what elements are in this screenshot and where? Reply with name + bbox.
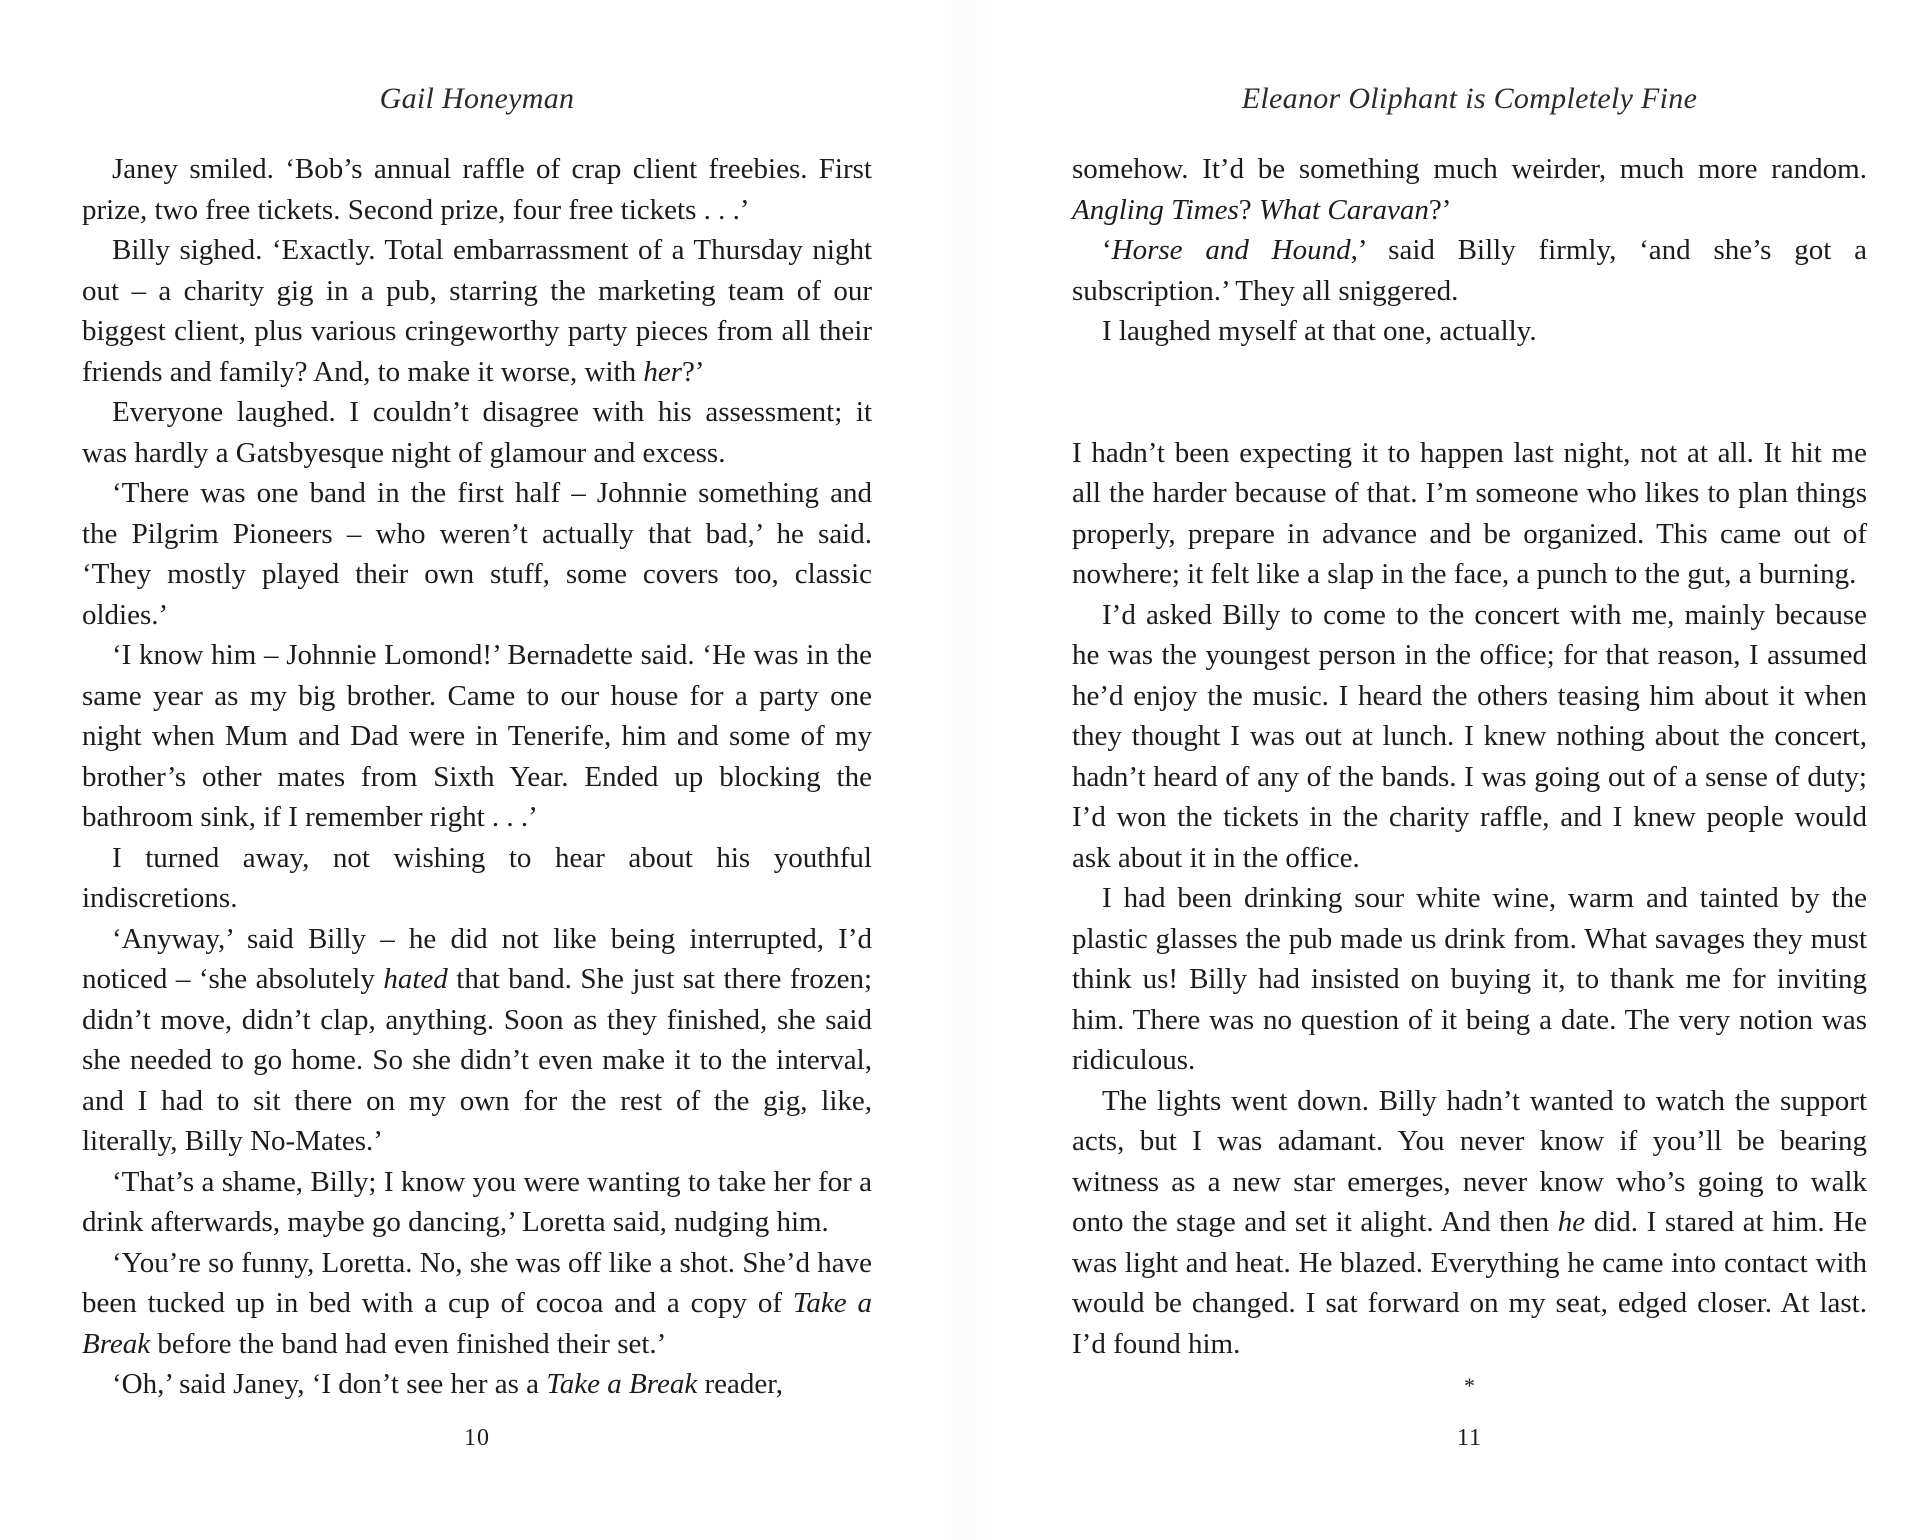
text-run: I turned away, not wishing to hear about his youthful indiscretions.: [82, 841, 872, 914]
text-run: I laughed myself at that one, actually.: [1102, 315, 1537, 347]
text-run: I’d asked Billy to come to the concert with me, mainly because he was the youngest person in the office; for that reason, I assumed he’d enjoy the music. I heard the others teasing him about it when they thought I was out at lunch. I knew nothing about the concert, hadn’t heard of any of the bands. I was going out of a sense of duty; I’d won the tickets in the charity raffle, and I knew people would ask about it in the office.: [1072, 598, 1867, 874]
text-run: somehow. It’d be something much weirder, much more random.: [1072, 153, 1867, 185]
body-paragraph: [1072, 595, 1867, 879]
section-break-ornament: *: [1464, 1373, 1475, 1398]
body-paragraph: [82, 473, 872, 635]
body-paragraph: [82, 149, 872, 230]
text-run: did. I stared at him. He was light and heat. He blazed. Everything he came into contact with would be changed. I sat forward on my seat, edged closer. At last. I’d found him.: [1072, 1206, 1867, 1360]
page-number: 11: [1456, 1425, 1483, 1451]
text-run: I had been drinking sour white wine, warm and tainted by the plastic glasses the pub made us drink from. What savages they must think us! Billy had insisted on buying it, to thank me for inviting him. There was no question of it being a date. The very notion was ridiculous.: [1072, 882, 1867, 1076]
italic-text: her: [643, 355, 683, 388]
text-run: The lights went down. Billy hadn’t wanted to watch the support acts, but I was adamant. You never know if you’ll be bearing witness as a new star emerges, never know who’s going to walk onto the stage and set it alight. And then: [1072, 1084, 1867, 1238]
right-page: [1072, 0, 1867, 1540]
body-paragraph: [82, 392, 872, 473]
running-head-title: Eleanor Oliphant is Completely Fine: [1241, 82, 1698, 115]
left-page-text: [82, 149, 872, 1405]
right-page-text: [1072, 149, 1867, 1406]
text-run: that band. She just sat there frozen; didn’t move, didn’t clap, anything. Soon as they finished, she said she needed to go home. So she didn’t even make it to the interval, and I had to sit there on my own for the rest of the gig, like, literally, Billy No-Mates.’: [82, 963, 873, 1157]
italic-text: Take a Break: [546, 1368, 698, 1400]
running-head-author: Gail Honeyman: [379, 82, 575, 115]
body-paragraph: [1072, 230, 1867, 311]
body-paragraph: [1072, 1081, 1867, 1365]
italic-text: Take a Break: [82, 1287, 872, 1360]
body-paragraph: [1072, 149, 1867, 230]
text-run: I hadn’t been expecting it to happen last night, not at all. It hit me all the harder because of that. I’m someone who likes to plan things properly, prepare in advance and be organized. This came out of nowhere; it felt like a slap in the face, a punch to the gut, a burning.: [1072, 436, 1867, 590]
body-paragraph: [82, 919, 872, 1162]
body-paragraph: [1072, 878, 1867, 1081]
italic-text: Horse and Hound: [1111, 234, 1351, 266]
text-run: ‘I know him – Johnnie Lomond!’ Bernadette said. ‘He was in the same year as my big brother. Came to our house for a party one night when Mum and Dad were in Tenerife, him and some of my brother’s other mates from Sixth Year. Ended up blocking the bathroom sink, if I remember right . . .’: [82, 639, 872, 833]
text-run: Billy sighed. ‘Exactly. Total embarrassment of a Thursday night out – a charity gig in a pub, starring the marketing team of our biggest client, plus various cringeworthy party pieces from all their friends and family? And, to make it worse, with: [82, 234, 872, 388]
body-paragraph: [82, 1243, 872, 1365]
text-run: ‘: [1102, 234, 1112, 266]
gutter-shadow: [940, 0, 990, 1540]
text-run: ‘Oh,’ said Janey, ‘I don’t see her as a: [112, 1368, 547, 1400]
right-page-paragraphs: [1072, 149, 1867, 1364]
text-run: ,’ said Billy firmly, ‘and she’s got a subscription.’ They all sniggered.: [1072, 234, 1867, 307]
body-paragraph: [82, 635, 872, 838]
body-paragraph: [82, 230, 872, 392]
left-page: [82, 0, 872, 1540]
body-paragraph: [1072, 311, 1867, 352]
italic-text: hated: [383, 963, 448, 995]
body-paragraph: [1072, 433, 1867, 595]
text-run: ‘You’re so funny, Loretta. No, she was off like a shot. She’d have been tucked up in bed with a cup of cocoa and a copy of: [82, 1246, 872, 1319]
body-paragraph: [82, 1162, 872, 1243]
text-run: Everyone laughed. I couldn’t disagree with his assessment; it was hardly a Gatsbyesque night of glamour and excess.: [82, 396, 872, 469]
italic-text: he: [1557, 1206, 1586, 1238]
body-paragraph: [82, 1364, 872, 1405]
page-number: 10: [464, 1425, 490, 1451]
italic-text: What Caravan: [1258, 193, 1429, 226]
text-run: reader,: [697, 1368, 783, 1400]
text-run: ?’: [1428, 193, 1452, 226]
italic-text: Angling Times: [1072, 193, 1239, 226]
text-run: Janey smiled. ‘Bob’s annual raffle of crap client freebies. First prize, two free tickets. Second prize, four free tickets . . .’: [82, 153, 872, 226]
text-run: ‘Anyway,’ said Billy – he did not like being interrupted, I’d noticed – ‘she absolutely: [82, 922, 872, 995]
text-run: ?’: [682, 355, 705, 388]
text-run: ‘That’s a shame, Billy; I know you were wanting to take her for a drink afterwards, maybe go dancing,’ Loretta said, nudging him.: [82, 1165, 872, 1238]
text-run: ?: [1238, 193, 1259, 226]
text-run: before the band had even finished their set.’: [150, 1327, 667, 1360]
text-run: ‘There was one band in the first half – Johnnie something and the Pilgrim Pioneers – who weren’t actually that bad,’ he said. ‘They mostly played their own stuff, some covers too, classic oldies.’: [82, 477, 872, 631]
body-paragraph: [82, 838, 872, 919]
